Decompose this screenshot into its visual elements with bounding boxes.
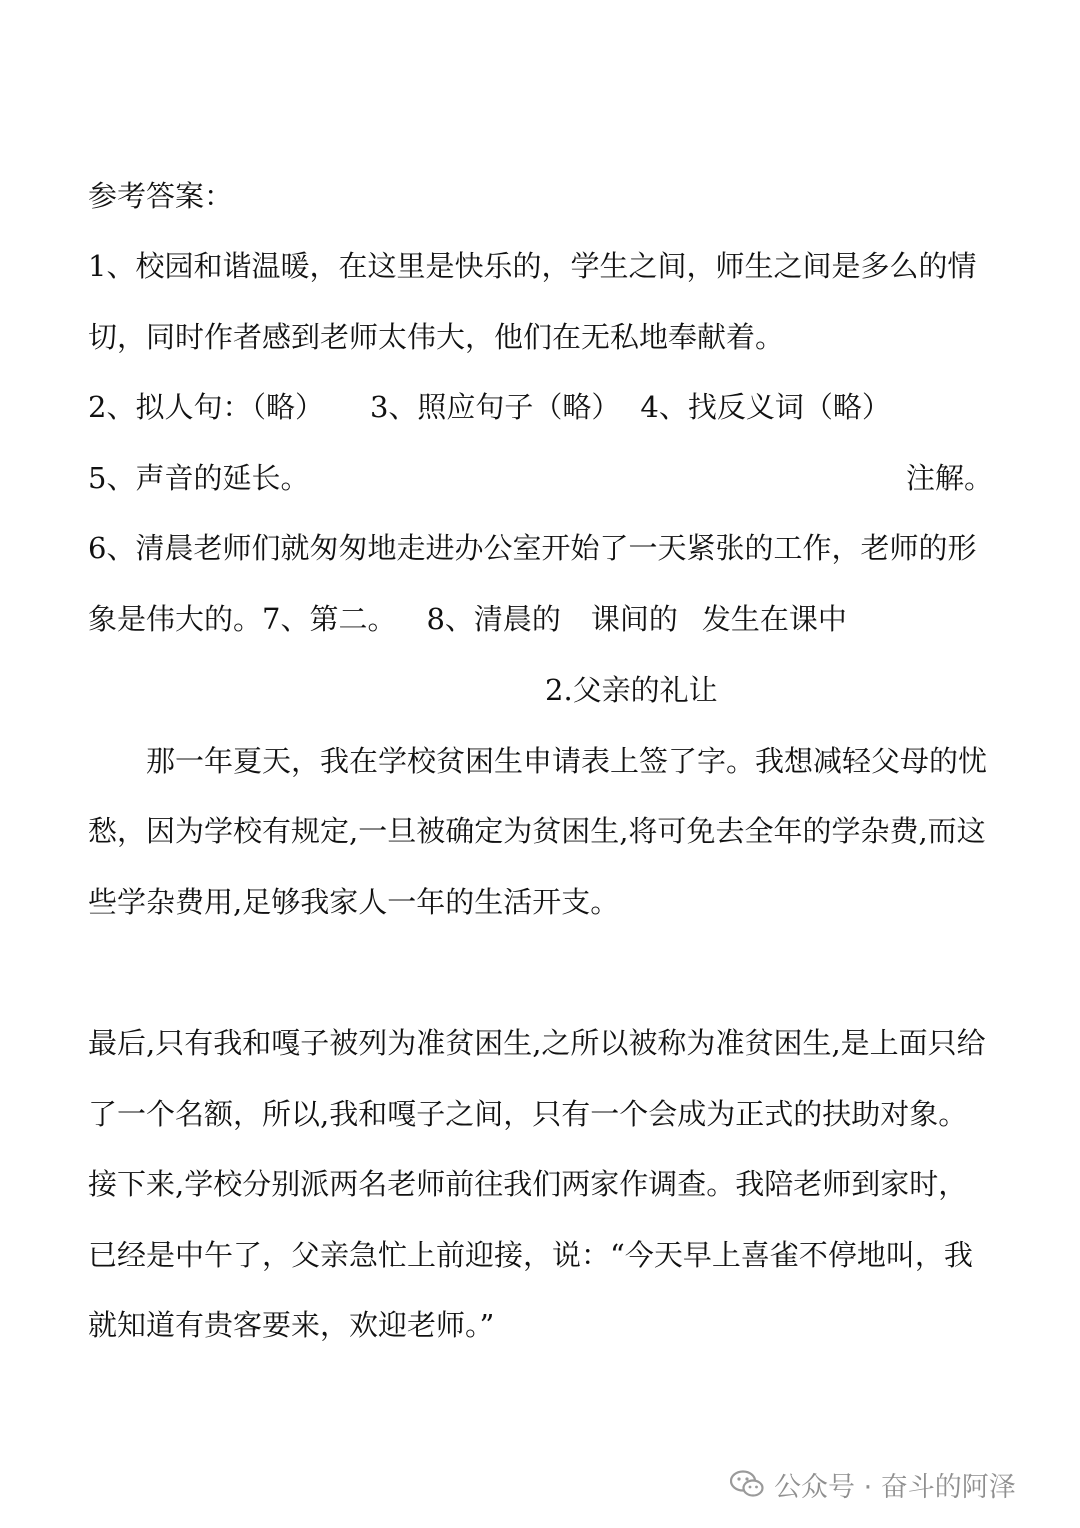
article-title: 2.父亲的礼让 — [545, 673, 718, 707]
answer-1-line-2: 切，同时作者感到老师太伟大，他们在无私地奉献着。 — [88, 320, 785, 354]
paragraph-1-line-3: 些学杂费用,足够我家人一年的生活开支。 — [88, 885, 620, 919]
answer-5-note: 注解。 — [906, 461, 994, 495]
answer-1-line-1: 1、校园和谐温暖，在这里是快乐的，学生之间，师生之间是多么的情 — [88, 249, 977, 283]
answer-3: 3、照应句子（略） — [369, 390, 621, 424]
answer-4: 4、找反义词（略） — [640, 390, 891, 424]
paragraph-2-line-3: 接下来,学校分别派两名老师前往我们两家作调查。我陪老师到家时， — [88, 1167, 968, 1201]
paragraph-2-line-5: 就知道有贵客要来，欢迎老师。” — [88, 1308, 495, 1342]
answers-6-7-8-line — [88, 599, 847, 639]
watermark — [730, 1462, 1016, 1506]
answer-8-part-3: 发生在课中 — [701, 602, 847, 636]
paragraph-1-line-1: 那一年夏天，我在学校贫困生申请表上签了字。我想减轻父母的忧 — [146, 744, 988, 778]
answer-5: 5、声音的延长。 — [88, 461, 310, 495]
watermark-text: 公众号 · 奋斗的阿泽 — [774, 1471, 1016, 1503]
answer-2: 2、拟人句：（略） — [88, 390, 324, 424]
paragraph-2-line-1: 最后,只有我和嘎子被列为准贫困生,之所以被称为准贫困生,是上面只给 — [88, 1026, 986, 1060]
answers-heading: 参考答案： — [88, 179, 234, 213]
paragraph-2-line-4: 已经是中午了，父亲急忙上前迎接，说：“今天早上喜雀不停地叫，我 — [88, 1238, 973, 1272]
answer-8-part-1: 8、清晨的 — [426, 602, 561, 636]
answer-6-line-1: 6、清晨老师们就匆匆地走进办公室开始了一天紧张的工作，老师的形 — [88, 531, 977, 565]
answer-6-7-text: 象是伟大的。7、第二。 — [88, 602, 397, 636]
answer-8-part-2: 课间的 — [590, 602, 678, 636]
answers-2-3-4-line — [88, 387, 891, 427]
paragraph-1-line-2: 愁，因为学校有规定,一旦被确定为贫困生,将可免去全年的学杂费,而这 — [88, 814, 986, 848]
paragraph-2-line-2: 了一个名额，所以,我和嘎子之间，只有一个会成为正式的扶助对象。 — [88, 1097, 968, 1131]
wechat-icon — [730, 1470, 764, 1498]
